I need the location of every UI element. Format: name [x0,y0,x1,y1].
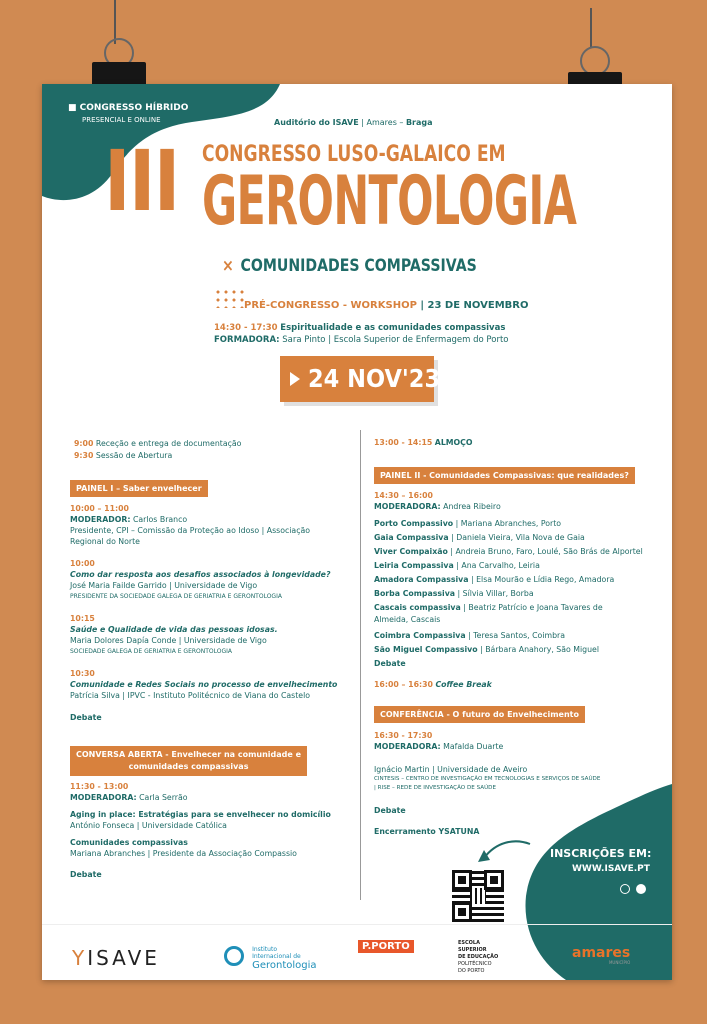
workshop-topic: Espiritualidade e as comunidades compassivas [280,323,506,333]
s2-time [70,613,95,624]
pporto-logo: P.PORTO [358,940,414,953]
community-detail: | Bárbara Anahory, São Miguel [477,645,599,654]
iig-text3: Gerontologia [252,960,317,971]
panel2-header [70,746,307,776]
conference-time [374,730,432,741]
ese-text3: DE EDUCAÇÃO [458,954,499,960]
hybrid-line1: ■ CONGRESSO HÍBRIDO [68,103,189,113]
coffee-time: 16:00 – 16:30 [374,680,433,689]
reception-text: Receção e entrega de documentação [95,439,242,448]
s1-title [70,569,331,580]
dots-decoration [214,288,244,308]
s2-time-text: 10:15 [70,614,95,623]
amares-logo [572,946,630,965]
community-detail: | Elsa Mourão e Lídia Rego, Amadora [468,575,615,584]
pre-label: PRÉ-CONGRESSO - WORKSHOP [244,300,417,311]
s3-speaker: Patrícia Silva | IPVC - Instituto Politécnico de Viana do Castelo [70,691,311,700]
panel2-mod-label: MODERADORA: [70,793,137,802]
coffee-break [374,679,492,690]
panel1-moderator [70,514,187,525]
conference-header: CONFERÊNCIA - O futuro do Envelhecimento [374,706,585,723]
lunch [374,437,473,448]
pre-date: | 23 DE NOVEMBRO [416,300,529,311]
trainer-label: FORMADORA: [214,335,280,345]
panel3-time-text: 14:30 – 16:00 [374,491,433,500]
community-item [374,560,540,571]
debate-1: Debate [70,713,102,722]
community-name: Cascais compassiva [374,603,461,612]
panel2-header-line1: CONVERSA ABERTA - Envelhecer na comunidade e [76,750,302,759]
hybrid-badge [68,102,188,126]
instagram-icon[interactable] [620,884,630,894]
column-divider [360,430,361,900]
iig-text2: Internacional de [252,953,301,960]
panel1-mod-role2: Regional do Norte [70,537,140,546]
main-date: 24 NOV'23 [308,364,441,393]
ese-text1: ESCOLA [458,940,480,946]
panel3-moderator [374,501,501,512]
panel3-mod-label: MODERADORA: [374,502,441,511]
s2-title-text: Saúde e Qualidade de vida das pessoas idosas. [70,625,278,634]
community-detail: | Beatriz Patrício e Joana Tavares de [460,603,603,612]
panel2-header-line2: comunidades compassivas [128,762,249,771]
community-detail: | Sílvia Villar, Borba [455,589,534,598]
panel1-mod-role1: Presidente, CPI – Comissão da Proteção ao Idoso | Associação [70,526,311,535]
panel2-moderator [70,792,188,803]
community-detail: | Daniela Vieira, Vila Nova de Gaia [448,533,585,542]
title-line1: CONGRESSO LUSO-GALAICO EM [202,142,506,167]
conference-mod-label: MODERADORA: [374,742,441,751]
s1-time [70,558,95,569]
panel1-time-text: 10:00 – 11:00 [70,504,129,513]
isave-logo: YISAVE [72,946,160,970]
hybrid-line2: PRESENCIAL E ONLINE [82,116,161,124]
closing: Encerramento YSATUNA [374,827,480,836]
conference-speaker: Ignácio Martin | Universidade de Aveiro [374,765,528,774]
s3-time [70,668,95,679]
lunch-text: ALMOÇO [434,438,473,447]
s5-title [70,837,188,848]
s3-title [70,679,337,690]
community-item [374,546,643,557]
opening-time: 9:30 [74,451,94,460]
s2-speaker: Maria Dolores Dapía Conde | Universidade de Vigo [70,636,267,645]
community-item [374,614,440,625]
venue-sep: | Amares – [358,118,406,127]
s5-speaker: Mariana Abranches | Presidente da Associação Compassio [70,849,297,858]
ese-logo [458,940,498,975]
play-icon [290,372,300,386]
s3-time-text: 10:30 [70,669,95,678]
community-item [374,574,614,585]
community-detail: Almeida, Cascais [374,614,441,624]
community-item [374,518,561,529]
community-name: Borba Compassiva [374,589,456,598]
community-name: Viver Compaixão [374,547,448,556]
reception-time: 9:00 [74,439,94,448]
panel1-time [70,503,129,514]
s4-title-text: Aging in place: Estratégias para se envelhecer no domicílio [70,810,331,819]
community-detail: | Andreia Bruno, Faro, Loulé, São Brás de Alportel [447,547,643,556]
cross-mark: × [222,256,234,276]
panel1-mod-name: Carlos Branco [132,515,188,524]
community-name: Gaia Compassiva [374,533,449,542]
community-item [374,644,599,655]
community-name: São Miguel Compassivo [374,645,478,654]
panel1-header: PAINEL I – Saber envelhecer [70,480,208,497]
panel3-mod-name: Andrea Ribeiro [443,502,501,511]
conference-time-text: 16:30 - 17:30 [374,731,433,740]
s1-speaker: José Maria Failde Garrido | Universidade de Vigo [70,581,258,590]
panel2-time-text: 11:30 - 13:00 [70,782,129,791]
title-line2: GERONTOLOGIA [202,162,577,241]
coffee-text: Coffee Break [435,680,492,689]
debate-2: Debate [70,870,102,879]
ese-text2: SUPERIOR [458,947,487,953]
community-item [374,630,565,641]
main-date-badge [280,356,441,402]
community-item [374,588,534,599]
amares-sub: MUNICÍPIO [608,960,631,965]
subtitle [222,256,477,276]
panel2-time [70,781,128,792]
panel1-mod-label: MODERADOR: [70,515,131,524]
community-item [374,532,585,543]
s5-title-text: Comunidades compassivas [70,838,188,847]
arrow-icon [474,836,534,866]
title-roman: III [104,132,179,230]
community-detail: | Mariana Abranches, Porto [453,519,562,528]
venue-city: Braga [405,118,433,127]
s1-org: PRESIDENTE DA SOCIEDADE GALEGA DE GERIATRIA E GERONTOLOGIA [70,593,282,600]
s2-title [70,624,278,635]
s3-title-text: Comunidade e Redes Sociais no processo de envelhecimento [70,680,338,689]
panel3-time [374,490,433,501]
signup-label: INSCRIÇÕES EM: [550,847,652,860]
debate-3: Debate [374,659,406,668]
trainer-name: Sara Pinto | Escola Superior de Enfermagem do Porto [282,335,509,345]
panel3-header: PAINEL II - Comunidades Compassivas: que realidades? [374,467,635,484]
community-item [374,602,603,613]
poster [42,84,672,980]
ese-text4: POLITÉCNICO [458,961,492,967]
binder-clip-left [92,0,146,90]
isave-logo-text: ISAVE [87,946,160,970]
community-detail: | Ana Carvalho, Leiria [453,561,540,570]
conference-org2: | RISE – REDE DE INVESTIGAÇÃO DE SAÚDE [374,785,497,791]
community-name: Amadora Compassiva [374,575,469,584]
pre-congress-header [244,300,529,311]
panel2-mod-name: Carla Serrão [139,793,188,802]
workshop-time: 14:30 - 17:30 [214,323,278,333]
iig-logo [224,946,317,971]
amares-text: amares [572,945,631,961]
qr-code[interactable] [452,870,504,922]
s1-time-text: 10:00 [70,559,95,568]
venue [274,118,433,127]
s2-org: SOCIEDADE GALEGA DE GERIATRIA E GERONTOLOGIA [70,648,232,655]
subtitle-text: COMUNIDADES COMPASSIVAS [240,256,477,276]
item-reception [74,438,241,449]
s4-title [70,809,331,820]
lunch-time: 13:00 - 14:15 [374,438,433,447]
community-name: Coimbra Compassiva [374,631,466,640]
conference-org1: CINTESIS – CENTRO DE INVESTIGAÇÃO EM TECNOLOGIAS E SERVIÇOS DE SAÚDE [374,776,601,782]
conference-moderator [374,741,503,752]
community-name: Porto Compassivo [374,519,454,528]
item-opening [74,450,172,461]
community-name: Leiria Compassiva [374,561,454,570]
s4-speaker: António Fonseca | Universidade Católica [70,821,227,830]
opening-text: Sessão de Abertura [95,451,173,460]
iig-text1: Instituto [252,946,277,953]
iig-icon [224,946,244,966]
debate-4: Debate [374,806,406,815]
conference-mod-name: Mafalda Duarte [443,742,504,751]
community-detail: | Teresa Santos, Coimbra [465,631,566,640]
facebook-icon[interactable] [636,884,646,894]
s1-title-text: Como dar resposta aos desafios associados à longevidade? [70,570,331,579]
signup-site[interactable]: WWW.ISAVE.PT [572,864,650,874]
workshop-details [214,322,508,346]
ese-text5: DO PORTO [458,968,485,974]
venue-place: Auditório do ISAVE [274,118,359,127]
